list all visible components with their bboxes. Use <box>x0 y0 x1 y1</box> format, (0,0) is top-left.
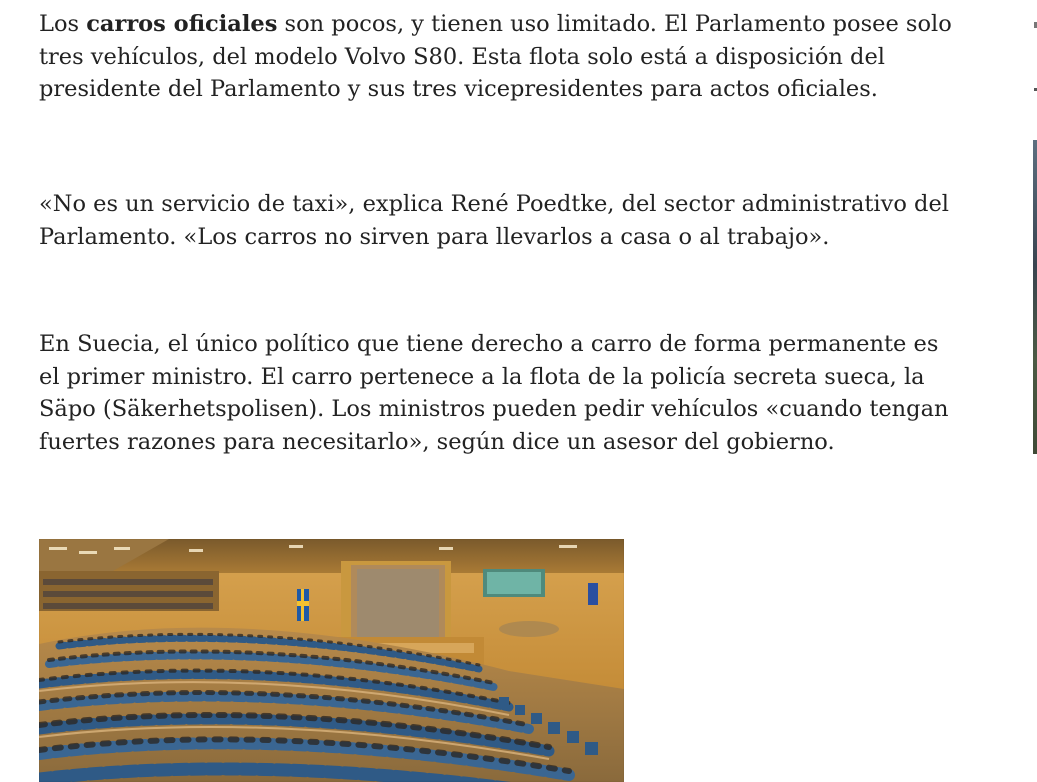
paragraph-official-cars <box>39 8 959 106</box>
parliament-chamber-photo[interactable] <box>39 539 624 782</box>
paragraph-prime-minister: En Suecia, el único político que tiene derecho a carro de forma permanente es el primer ministro. El carro pertenece a la flota de la policía secreta sueca, la Säpo (Säkerhetspolisen). Los ministros pueden pedir vehículos «cuando tengan fuertes razones para necesitarlo», según dice un asesor del gobierno. <box>39 331 949 455</box>
p1-bold-term: carros oficiales <box>86 11 278 37</box>
p1-text-end: son pocos, y tienen uso limitado. El Parlamento posee solo tres vehículos, del modelo Volvo S80. Esta flota solo está a disposición del presidente del Parlamento y sus tres vicepresidentes para actos oficiales. <box>39 11 952 103</box>
sidebar-image-fragment <box>1033 140 1037 454</box>
p1-text-start: Los <box>39 11 87 37</box>
sidebar-edge <box>1033 0 1037 782</box>
paragraph-taxi-quote: «No es un servicio de taxi», explica René Poedtke, del sector administrativo del Parlamento. «Los carros no sirven para llevarlos a casa o al trabajo». <box>39 191 949 250</box>
